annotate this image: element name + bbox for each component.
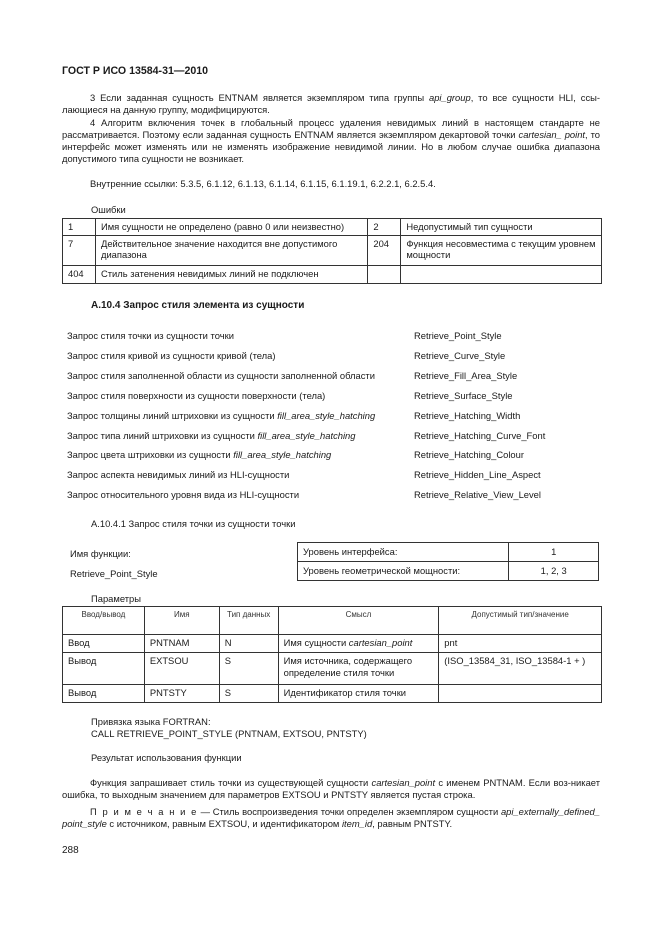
param-meaning: Идентификатор стиля точки — [278, 685, 439, 703]
column-header: Допустимый тип/значение — [439, 607, 602, 635]
param-type: S — [219, 685, 278, 703]
request-description-italic: fill_area_style_hatching — [233, 449, 332, 460]
subsection-title: A.10.4.1 Запрос стиля точки из сущности точки — [91, 518, 296, 529]
param-io: Вывод — [63, 685, 145, 703]
request-description-text: Запрос цвета штриховки из сущности — [67, 449, 234, 460]
request-function-name: Retrieve_Hidden_Line_Aspect — [414, 469, 541, 480]
request-function-name: Retrieve_Hatching_Curve_Font — [414, 430, 546, 441]
param-meaning — [278, 635, 439, 653]
params-label: Параметры — [91, 593, 141, 604]
param-value — [439, 685, 602, 703]
param-name: PNTNAM — [144, 635, 219, 653]
request-row — [67, 350, 607, 364]
param-value: pnt — [439, 635, 602, 653]
error-text: Функция несовместима с текущим уровнем мощности — [401, 235, 602, 265]
request-description: Запрос аспекта невидимых линий из HLI-сущности — [67, 469, 290, 480]
table-header-row — [63, 607, 602, 635]
table-row — [63, 653, 602, 685]
param-meaning: Имя источника, содержащего определение стиля точки — [278, 653, 439, 685]
param-meaning-italic: cartesian_point — [348, 637, 413, 648]
remark-italic: api_externally_defined_ point_style — [62, 806, 600, 829]
request-function-name: Retrieve_Curve_Style — [414, 350, 506, 361]
section-title: A.10.4 Запрос стиля элемента из сущности — [91, 300, 305, 311]
geometry-level-value: 1, 2, 3 — [509, 562, 599, 581]
remark-italic-2: item_id — [341, 818, 373, 829]
error-text: Действительное значение находится вне допустимого диапазона — [95, 235, 367, 265]
request-description-text: Запрос типа линий штриховки из сущности — [67, 430, 258, 441]
request-function-name: Retrieve_Hatching_Colour — [414, 449, 524, 460]
result-paragraph — [62, 777, 600, 801]
result-text-end: с именем PNTNAM. Если воз-никает ошибка, то выходным значением для параметров EXTSOU и PNTSTY является пустая строка. — [62, 777, 600, 800]
remark-text-end: , равным PNTSTY. — [372, 818, 453, 829]
error-text: Недопустимый тип сущности — [401, 219, 602, 236]
remark-paragraph — [62, 806, 600, 830]
table-row — [63, 635, 602, 653]
request-description — [67, 430, 355, 442]
request-row — [67, 410, 607, 424]
request-description — [67, 410, 375, 422]
param-name: PNTSTY — [144, 685, 219, 703]
table-row — [298, 562, 599, 581]
note-4 — [62, 117, 600, 165]
param-meaning-text: Имя сущности — [283, 637, 349, 648]
result-italic: cartesian_point — [371, 777, 436, 788]
remark-text-mid: с источником, равным EXTSOU, и идентификатором — [106, 818, 342, 829]
request-function-name: Retrieve_Surface_Style — [414, 390, 513, 401]
column-header: Ввод/вывод — [63, 607, 145, 635]
fortran-label: Привязка языка FORTRAN: — [91, 716, 211, 727]
note-3-text-end: , то все сущности HLI, ссы-лающиеся на данную группу, модифицируются. — [62, 92, 601, 115]
page-number: 288 — [62, 845, 79, 856]
request-function-name: Retrieve_Point_Style — [414, 330, 502, 341]
fortran-call: CALL RETRIEVE_POINT_STYLE (PNTNAM, EXTSOU, PNTSTY) — [91, 728, 367, 739]
note-4-italic: cartesian_ point — [518, 129, 586, 140]
error-code: 404 — [63, 265, 96, 283]
document-header: ГОСТ Р ИСО 13584-31—2010 — [62, 65, 209, 77]
error-code: 204 — [368, 235, 401, 265]
internal-references: Внутренние ссылки: 5.3.5, 6.1.12, 6.1.13, 6.1.14, 6.1.15, 6.1.19.1, 6.2.2.1, 6.2.5.4. — [90, 178, 436, 189]
param-io: Вывод — [63, 653, 145, 685]
error-text: Имя сущности не определено (равно 0 или неизвестно) — [95, 219, 367, 236]
note-3 — [62, 92, 600, 116]
request-description: Запрос стиля точки из сущности точки — [67, 330, 234, 341]
function-levels-table — [297, 542, 599, 581]
geometry-level-label: Уровень геометрической мощности: — [298, 562, 509, 581]
params-table — [62, 606, 602, 703]
error-text — [401, 265, 602, 283]
table-row — [63, 219, 602, 236]
note-3-text: 3 Если заданная сущность ENTNAM является экземпляром типа группы — [90, 92, 429, 103]
request-description-italic: fill_area_style_hatching — [257, 430, 356, 441]
errors-table — [62, 218, 602, 284]
function-name-label: Имя функции: — [70, 548, 131, 559]
error-code: 1 — [63, 219, 96, 236]
table-row — [63, 265, 602, 283]
request-description: Запрос стиля поверхности из сущности поверхности (тела) — [67, 390, 326, 401]
request-description: Запрос стиля кривой из сущности кривой (тела) — [67, 350, 276, 361]
interface-level-value: 1 — [509, 543, 599, 562]
param-type: N — [219, 635, 278, 653]
remark-label: П р и м е ч а н и е — [90, 806, 198, 817]
param-value: (ISO_13584_31, ISO_13584-1 + ) — [439, 653, 602, 685]
error-code — [368, 265, 401, 283]
request-function-name: Retrieve_Relative_View_Level — [414, 489, 541, 500]
error-code: 7 — [63, 235, 96, 265]
interface-level-label: Уровень интерфейса: — [298, 543, 509, 562]
request-description: Запрос стиля заполненной области из сущности заполненной области — [67, 370, 375, 381]
param-name: EXTSOU — [144, 653, 219, 685]
note-4-text-end: , то интерфейс может изменять или не изменять изображение невидимой линии. Но в любом случае ошибка диапазона допустимого типа сущности не возникает. — [62, 129, 600, 164]
remark-text: — Стиль воспроизведения точки определен экземпляром сущности — [197, 806, 501, 817]
request-row — [67, 370, 607, 384]
request-row — [67, 489, 607, 503]
request-row — [67, 430, 607, 444]
errors-label: Ошибки — [91, 204, 126, 215]
request-description: Запрос относительного уровня вида из HLI-сущности — [67, 489, 300, 500]
request-row — [67, 390, 607, 404]
column-header: Имя — [144, 607, 219, 635]
request-function-name: Retrieve_Fill_Area_Style — [414, 370, 518, 381]
function-name-value: Retrieve_Point_Style — [70, 568, 158, 579]
note-4-text: 4 Алгоритм включения точек в глобальный процесс удаления невидимых линий в настоящем стандарте не рассматривается. Поэтому если заданная сущность ENTNAM является экземпляром декартовой точки — [62, 117, 600, 140]
column-header: Смысл — [278, 607, 439, 635]
error-code: 2 — [368, 219, 401, 236]
request-row — [67, 330, 607, 344]
column-header: Тип данных — [219, 607, 278, 635]
param-type: S — [219, 653, 278, 685]
table-row — [63, 235, 602, 265]
request-description-italic: fill_area_style_hatching — [277, 410, 376, 421]
table-row — [63, 685, 602, 703]
result-label: Результат использования функции — [91, 752, 242, 763]
param-io: Ввод — [63, 635, 145, 653]
result-text: Функция запрашивает стиль точки из существующей сущности — [90, 777, 372, 788]
error-text: Стиль затенения невидимых линий не подключен — [95, 265, 367, 283]
request-function-name: Retrieve_Hatching_Width — [414, 410, 521, 421]
request-description-text: Запрос толщины линий штриховки из сущности — [67, 410, 278, 421]
note-3-italic: api_group — [428, 92, 471, 103]
request-row — [67, 469, 607, 483]
request-description — [67, 449, 331, 461]
table-row — [298, 543, 599, 562]
request-row — [67, 449, 607, 463]
